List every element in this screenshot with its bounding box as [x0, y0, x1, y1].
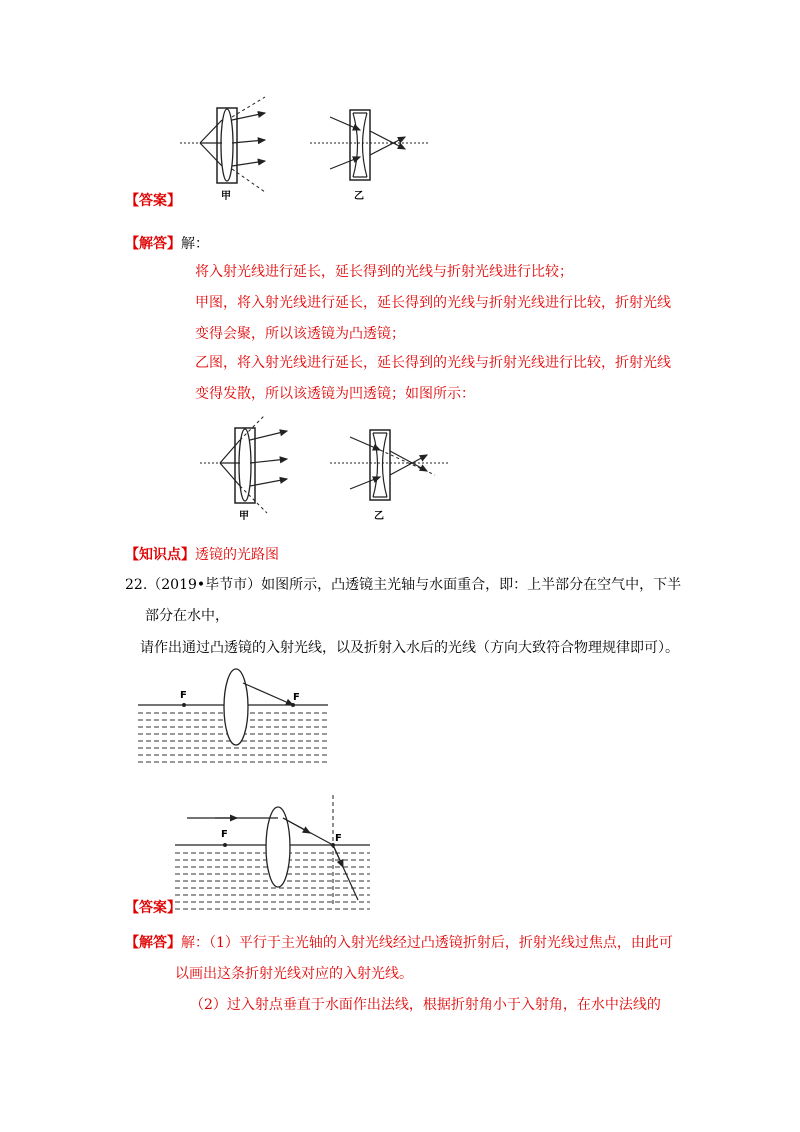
water-lens-answer [175, 795, 375, 920]
lens-figure-answer [195, 415, 455, 525]
question-number: 22. [125, 577, 148, 593]
explain-line-1: 将入射光线进行延长，延长得到的光线与折射光线进行比较； [195, 264, 573, 280]
convex-lens-answer [200, 415, 287, 522]
explain-line-3: 变得会聚，所以该透镜为凸透镜； [195, 326, 405, 342]
explain-label-2: 【解答】 [125, 935, 181, 951]
lens-label-yi: 乙 [354, 191, 364, 202]
water-lens-question [138, 665, 338, 775]
focus-label-right-answer: F [335, 833, 342, 844]
explain-line-5: 变得发散，所以该透镜为凹透镜；如图所示： [195, 386, 475, 402]
question-line-1: 如图所示，凸透镜主光轴与水面重合，即：上半部分在空气中，下半 [261, 577, 682, 593]
lens-label-yi-answer: 乙 [374, 511, 384, 522]
answer-label-1: 【答案】 [125, 193, 181, 209]
focus-label-right: F [293, 692, 300, 703]
lens-label-jia-answer: 甲 [239, 511, 249, 522]
knowledge-label: 【知识点】 [125, 547, 195, 563]
lens-label-jia: 甲 [221, 191, 231, 202]
knowledge-text: 透镜的光路图 [195, 547, 279, 563]
explain-line-2: 甲图，将入射光线进行延长，延长得到的光线与折射光线进行比较，折射光线 [195, 295, 671, 311]
answer-label-2: 【答案】 [125, 900, 181, 916]
explain-2-line-1: （1）平行于主光轴的入射光线经过凸透镜折射后，折射光线过焦点，由此可 [209, 935, 673, 951]
explain-prefix-2: 解： [181, 935, 209, 951]
question-source: （2019•毕节市） [147, 577, 262, 593]
explain-2-line-3: （2）过入射点垂直于水面作出法线，根据折射角小于入射角，在水中法线的 [190, 997, 661, 1013]
lens-figure-question [170, 95, 430, 205]
question-line-3: 请作出通过凸透镜的入射光线，以及折射入水后的光线（方向大致符合物理规律即可）。 [140, 640, 679, 656]
explain-prefix-1: 解： [181, 236, 209, 252]
focus-label-left-answer: F [221, 829, 228, 840]
question-line-2: 部分在水中， [145, 608, 229, 624]
explain-line-4: 乙图，将入射光线进行延长，延长得到的光线与折射光线进行比较，折射光线 [195, 355, 671, 371]
concave-lens-box [310, 110, 428, 202]
explain-label-1: 【解答】 [125, 236, 181, 252]
convex-lens-box [180, 97, 265, 202]
explain-2-line-2: 以画出这条折射光线对应的入射光线。 [175, 966, 413, 982]
concave-lens-answer [330, 430, 450, 522]
focus-label-left: F [180, 690, 187, 701]
